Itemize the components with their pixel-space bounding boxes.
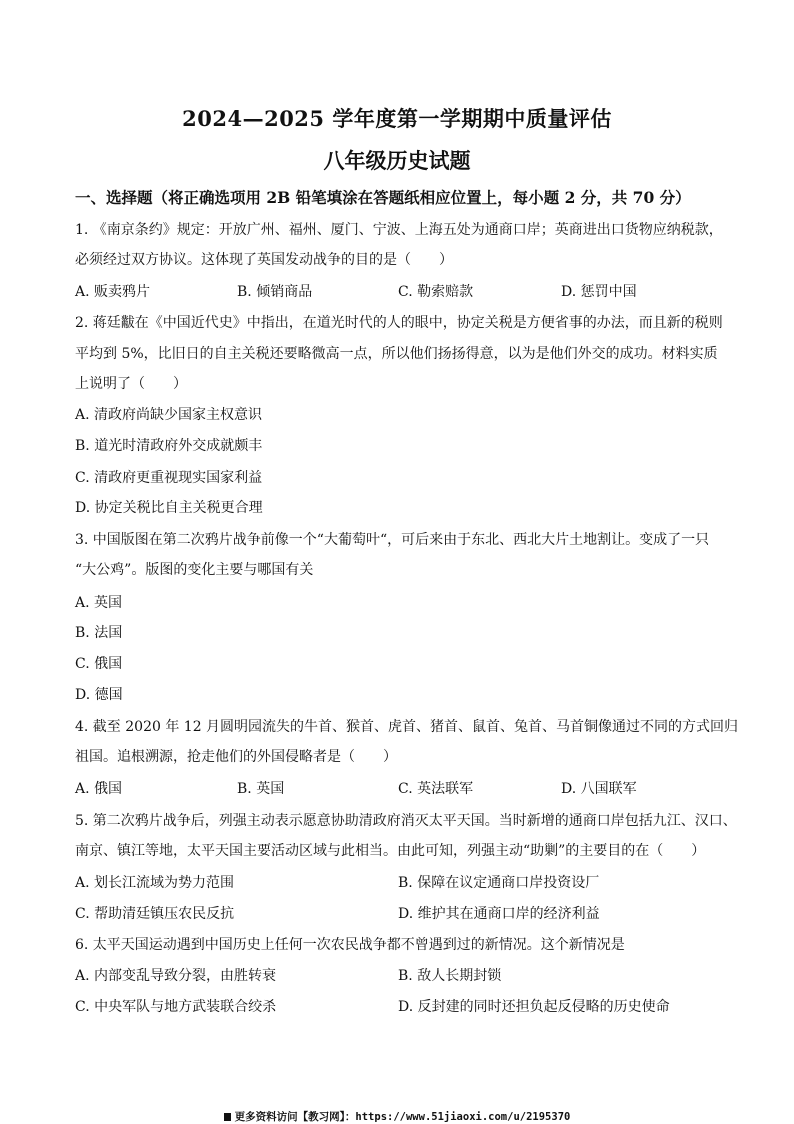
question-3-line-1: 3. 中国版图在第二次鸦片战争前像一个“大葡萄叶“，可后来由于东北、西北大片土地割让。变成了一只 xyxy=(75,532,710,548)
flag-icon xyxy=(224,1113,231,1121)
question-5-option-d: D. 维护其在通商口岸的经济利益 xyxy=(398,906,600,922)
question-3-option-a: A. 英国 xyxy=(75,595,123,611)
question-2-line-1: 2. 蒋廷黻在《中国近代史》中指出，在道光时代的人的眼中，协定关税是方便省事的办法，而且新的税则 xyxy=(75,315,723,331)
question-5-option-a: A. 划长江流域为势力范围 xyxy=(75,875,235,891)
question-1-option-d: D. 惩罚中国 xyxy=(561,284,637,300)
question-2-option-d: D. 协定关税比自主关税更合理 xyxy=(75,500,263,516)
question-1-line-1: 1. 《南京条约》规定：开放广州、福州、厦门、宁波、上海五处为通商口岸；英商进出口货物应纳税款， xyxy=(75,222,723,238)
question-1-option-c: C. 勒索赔款 xyxy=(398,284,474,300)
question-5-option-c: C. 帮助清廷镇压农民反抗 xyxy=(75,906,235,922)
section-heading: 一、选择题（将正确选项用 2B 铅笔填涂在答题纸相应位置上，每小题 2 分，共 70 分） xyxy=(75,188,691,207)
question-2-option-c: C. 清政府更重视现实国家利益 xyxy=(75,470,263,486)
question-4-option-a: A. 俄国 xyxy=(75,781,123,797)
question-5-line-2: 南京、镇江等地，太平天国主要活动区域与此相当。由此可知，列强主动“助剿”的主要目的在（ ） xyxy=(75,843,706,859)
question-5-line-1: 5. 第二次鸦片战争后，列强主动表示愿意协助清政府消灭太平天国。当时新增的通商口岸包括九江、汉口、 xyxy=(75,813,737,829)
question-6-option-b: B. 敌人长期封锁 xyxy=(398,968,502,984)
question-4-option-c: C. 英法联军 xyxy=(398,781,474,797)
question-4-option-b: B. 英国 xyxy=(237,781,285,797)
footer-link[interactable]: 更多资料访问【教习网】：https://www.51jiaoxi.com/u/2195370 xyxy=(234,1111,571,1123)
question-6-option-c: C. 中央军队与地方武装联合绞杀 xyxy=(75,999,277,1015)
question-1-line-2: 必须经过双方协议。这体现了英国发动战争的目的是（ ） xyxy=(75,252,453,268)
question-2-line-2: 平均到 5%，比旧日的自主关税还要略微高一点，所以他们扬扬得意，以为是他们外交的成功。材料实质 xyxy=(75,346,718,362)
question-6-option-a: A. 内部变乱导致分裂，由胜转衰 xyxy=(75,968,277,984)
question-6-line-1: 6. 太平天国运动遇到中国历史上任何一次农民战争都不曾遇到过的新情况。这个新情况是 xyxy=(75,937,625,953)
question-3-line-2: “大公鸡”。版图的变化主要与哪国有关 xyxy=(75,562,314,578)
question-4-line-2: 祖国。追根溯源，抢走他们的外国侵略者是（ ） xyxy=(75,749,397,765)
question-3-option-d: D. 德国 xyxy=(75,687,123,703)
question-3-option-b: B. 法国 xyxy=(75,625,123,641)
question-6-option-d: D. 反封建的同时还担负起反侵略的历史使命 xyxy=(398,999,670,1015)
footer xyxy=(0,1109,794,1124)
question-5-option-b: B. 保障在议定通商口岸投资设厂 xyxy=(398,875,600,891)
question-2-option-a: A. 清政府尚缺少国家主权意识 xyxy=(75,407,263,423)
exam-subtitle: 八年级历史试题 xyxy=(323,148,471,173)
question-1-option-a: A. 贩卖鸦片 xyxy=(75,284,151,300)
question-1-option-b: B. 倾销商品 xyxy=(237,284,313,300)
question-2-line-3: 上说明了（ ） xyxy=(75,376,187,392)
question-2-option-b: B. 道光时清政府外交成就颇丰 xyxy=(75,438,263,454)
question-3-option-c: C. 俄国 xyxy=(75,656,123,672)
exam-title: 2024—2025 学年度第一学期期中质量评估 xyxy=(182,106,612,131)
question-4-line-1: 4. 截至 2020 年 12 月圆明园流失的牛首、猴首、虎首、猪首、鼠首、兔首、马首铜像通过不同的方式回归 xyxy=(75,719,739,735)
question-4-option-d: D. 八国联军 xyxy=(561,781,637,797)
